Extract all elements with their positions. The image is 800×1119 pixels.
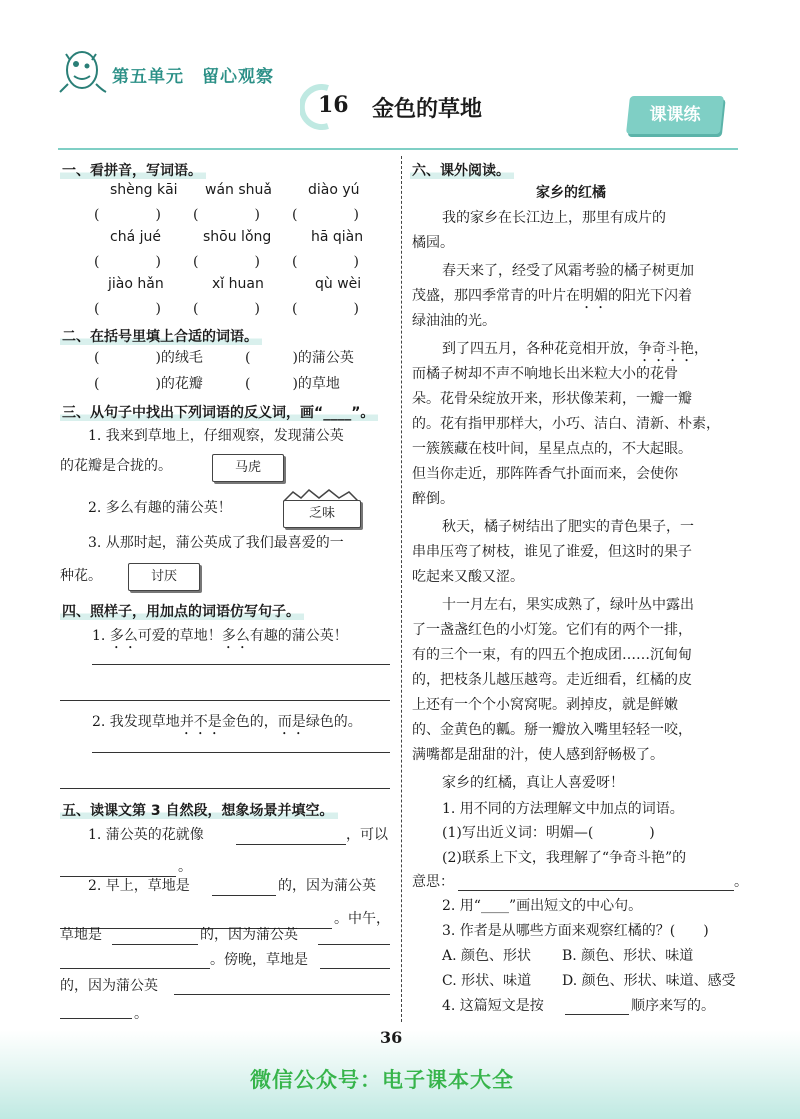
answer-line[interactable] xyxy=(212,895,276,896)
antonym-box-1: 马虎 xyxy=(212,454,284,482)
s5-q2d: 草地是 xyxy=(60,927,102,943)
lesson-badge xyxy=(626,96,724,134)
s6-q1b-line2: 意思： xyxy=(412,874,454,890)
section1-title: 一、看拼音，写词语。 xyxy=(60,160,206,180)
reading-line: 茂盛，那四季常青的叶片在明媚的阳光下闪着 xyxy=(412,288,692,304)
fill-item-2[interactable]: ( )的蒲公英 xyxy=(245,350,354,366)
reading-line: 绿油油的光。 xyxy=(412,313,496,329)
section4-title: 四、照样子，用加点的词语仿写句子。 xyxy=(60,601,304,621)
s6-q1: 1. 用不同的方法理解文中加点的词语。 xyxy=(442,801,684,817)
s4-q1: 1. 多么可爱的草地！多么有趣的蒲公英！ xyxy=(92,628,348,644)
section5-title: 五、读课文第 3 自然段，想象场景并填空。 xyxy=(60,800,338,820)
reading-line: 有的三个一束，有的四五个抱成团……沉甸甸 xyxy=(412,647,692,663)
option-c[interactable]: C. 形状、味道 xyxy=(442,973,532,989)
reading-line: 了一盏盏红色的小灯笼。它们有的两个一排， xyxy=(412,622,692,638)
reading-line: 上还有一个个小窝窝呢。剥掉皮，就是鲜嫩 xyxy=(412,697,678,713)
pinyin-4: chá jué xyxy=(110,229,161,245)
dotted-word: 并不是 xyxy=(179,714,222,730)
header-rule xyxy=(58,148,738,150)
answer-blank-9[interactable]: ( ) xyxy=(292,301,359,317)
reading-line: 而橘子树却不声不响地长出米粒大小的花骨 xyxy=(412,366,678,382)
pinyin-1: shèng kāi xyxy=(110,182,178,198)
answer-line[interactable] xyxy=(60,1018,132,1019)
dotted-word: 争奇斗艳 xyxy=(638,341,694,357)
s3-q3-line1: 3. 从那时起，蒲公英成了我们最喜爱的一 xyxy=(88,535,344,551)
s6-q4a: 4. 这篇短文是按 xyxy=(442,998,544,1014)
answer-line[interactable] xyxy=(320,968,390,969)
section2-title: 二、在括号里填上合适的词语。 xyxy=(60,326,262,346)
s5-q2e: 的，因为蒲公英 xyxy=(200,927,298,943)
unit-label: 第五单元 留心观察 xyxy=(112,67,274,87)
answer-line[interactable] xyxy=(236,844,346,845)
option-d[interactable]: D. 颜色、形状、味道、感受 xyxy=(562,973,736,989)
answer-blank-1[interactable]: ( ) xyxy=(94,207,161,223)
reading-line: 我的家乡在长江边上，那里有成片的 xyxy=(442,210,666,226)
s5-q2h: 。 xyxy=(134,1006,148,1022)
column-divider xyxy=(401,156,402,1022)
reading-line: 的。花有指甲那样大，小巧、洁白、清新、朴素， xyxy=(412,416,720,432)
reading-line: 串串压弯了树枝，谁见了谁爱，但这时的果子 xyxy=(412,544,692,560)
antonym-box-2: 乏味 xyxy=(283,500,361,528)
option-a[interactable]: A. 颜色、形状 xyxy=(442,948,532,964)
s5-q2b: 的，因为蒲公英 xyxy=(278,878,376,894)
reading-line: 满嘴都是甜甜的汁，使人感到舒畅极了。 xyxy=(412,747,664,763)
fill-item-1[interactable]: ( )的绒毛 xyxy=(94,350,203,366)
answer-line[interactable] xyxy=(60,968,210,969)
pinyin-6: hā qiàn xyxy=(311,229,364,245)
s5-q1c: 。 xyxy=(178,859,192,875)
section6-title: 六、课外阅读。 xyxy=(410,160,514,180)
lesson-number: 16 xyxy=(318,92,349,118)
reading-line: 家乡的红橘，真让人喜爱呀！ xyxy=(442,775,624,791)
reading-line: 十一月左右，果实成熟了，绿叶丛中露出 xyxy=(442,597,694,613)
s5-q2c: 。中午， xyxy=(334,911,390,927)
reading-line: 一簇簇藏在枝叶间，星星点点的，不大起眼。 xyxy=(412,441,692,457)
answer-line[interactable] xyxy=(174,994,390,995)
pinyin-7: jiào hǎn xyxy=(108,276,164,292)
answer-blank-2[interactable]: ( ) xyxy=(193,207,260,223)
answer-blank-8[interactable]: ( ) xyxy=(193,301,260,317)
s5-q2g: 的，因为蒲公英 xyxy=(60,978,158,994)
reading-line: 的，把枝条儿越压越弯。走近细看，红橘的皮 xyxy=(412,672,692,688)
s5-q2f: 。傍晚，草地是 xyxy=(210,952,308,968)
section3-title: 三、从句子中找出下列词语的反义词，画“____”。 xyxy=(60,402,378,422)
s5-q1b: ，可以 xyxy=(346,827,388,843)
reading-line: 醉倒。 xyxy=(412,491,454,507)
s6-q3[interactable]: 3. 作者是从哪些方面来观察红橘的？( ) xyxy=(442,923,709,939)
pinyin-8: xǐ huan xyxy=(212,276,264,292)
answer-line[interactable] xyxy=(318,944,390,945)
s6-q4b: 顺序来写的。 xyxy=(631,998,715,1014)
antonym-box-3: 讨厌 xyxy=(128,563,200,591)
reading-line: 秋天，橘子树结出了肥实的青色果子，一 xyxy=(442,519,694,535)
pinyin-3: diào yú xyxy=(308,182,360,198)
page-number: 36 xyxy=(380,1028,403,1047)
answer-blank-7[interactable]: ( ) xyxy=(94,301,161,317)
dotted-word: 而是 xyxy=(277,714,306,730)
lesson-title: 金色的草地 xyxy=(372,97,483,122)
s3-q1-line2: 的花瓣是合拢的。 xyxy=(60,458,172,474)
answer-blank-4[interactable]: ( ) xyxy=(94,254,161,270)
s6-q1b-end: 。 xyxy=(734,874,748,890)
answer-line[interactable] xyxy=(60,700,390,701)
answer-line[interactable] xyxy=(565,1014,629,1015)
dotted-word: 多么 xyxy=(221,628,250,644)
s6-q1b-line1: (2)联系上下文，我理解了“争奇斗艳”的 xyxy=(442,850,687,866)
reading-line: 到了四五月，各种花竞相开放，争奇斗艳， xyxy=(442,341,708,357)
answer-line[interactable] xyxy=(60,788,390,789)
reading-title: 家乡的红橘 xyxy=(536,185,606,201)
reading-line: 春天来了，经受了风霜考验的橘子树更加 xyxy=(442,263,694,279)
dotted-word: 明媚 xyxy=(580,288,608,304)
s3-q2: 2. 多么有趣的蒲公英！ xyxy=(88,500,232,516)
pinyin-2: wán shuǎ xyxy=(205,182,272,198)
footer-watermark: 微信公众号：电子课本大全 xyxy=(250,1068,514,1092)
mascot-logo xyxy=(56,44,110,94)
dotted-word: 多么 xyxy=(109,628,138,644)
reading-line: 橘园。 xyxy=(412,235,454,251)
reading-line: 的、金黄色的瓤。掰一瓣放入嘴里轻轻一咬， xyxy=(412,722,692,738)
pinyin-5: shōu lǒng xyxy=(203,229,272,245)
answer-blank-3[interactable]: ( ) xyxy=(292,207,359,223)
s3-q1-line1: 1. 我来到草地上，仔细观察，发现蒲公英 xyxy=(88,428,344,444)
reading-line: 朵。花骨朵绽放开来，形状像茉莉，一瓣一瓣 xyxy=(412,391,692,407)
fill-item-4[interactable]: ( )的草地 xyxy=(245,376,340,392)
s6-q2: 2. 用“____”画出短文的中心句。 xyxy=(442,898,643,914)
s6-q1a[interactable]: (1)写出近义词：明媚—( ) xyxy=(442,825,655,841)
answer-line[interactable] xyxy=(112,944,198,945)
fill-item-3[interactable]: ( )的花瓣 xyxy=(94,376,203,392)
s4-q2: 2. 我发现草地并不是金色的，而是绿色的。 xyxy=(92,714,362,730)
answer-line[interactable] xyxy=(458,890,734,891)
s3-q3-line2: 种花。 xyxy=(60,568,102,584)
badge-label: 课课练 xyxy=(649,105,701,125)
reading-line: 但当你走近，那阵阵香气扑面而来，会使你 xyxy=(412,466,678,482)
reading-line: 吃起来又酸又涩。 xyxy=(412,569,524,585)
s5-q2a: 2. 早上，草地是 xyxy=(88,878,190,894)
answer-line[interactable] xyxy=(92,752,390,753)
answer-blank-6[interactable]: ( ) xyxy=(292,254,359,270)
option-b[interactable]: B. 颜色、形状、味道 xyxy=(562,948,694,964)
answer-blank-5[interactable]: ( ) xyxy=(193,254,260,270)
s5-q1a: 1. 蒲公英的花就像 xyxy=(88,827,204,843)
pinyin-9: qù wèi xyxy=(315,276,362,292)
answer-line[interactable] xyxy=(92,664,390,665)
